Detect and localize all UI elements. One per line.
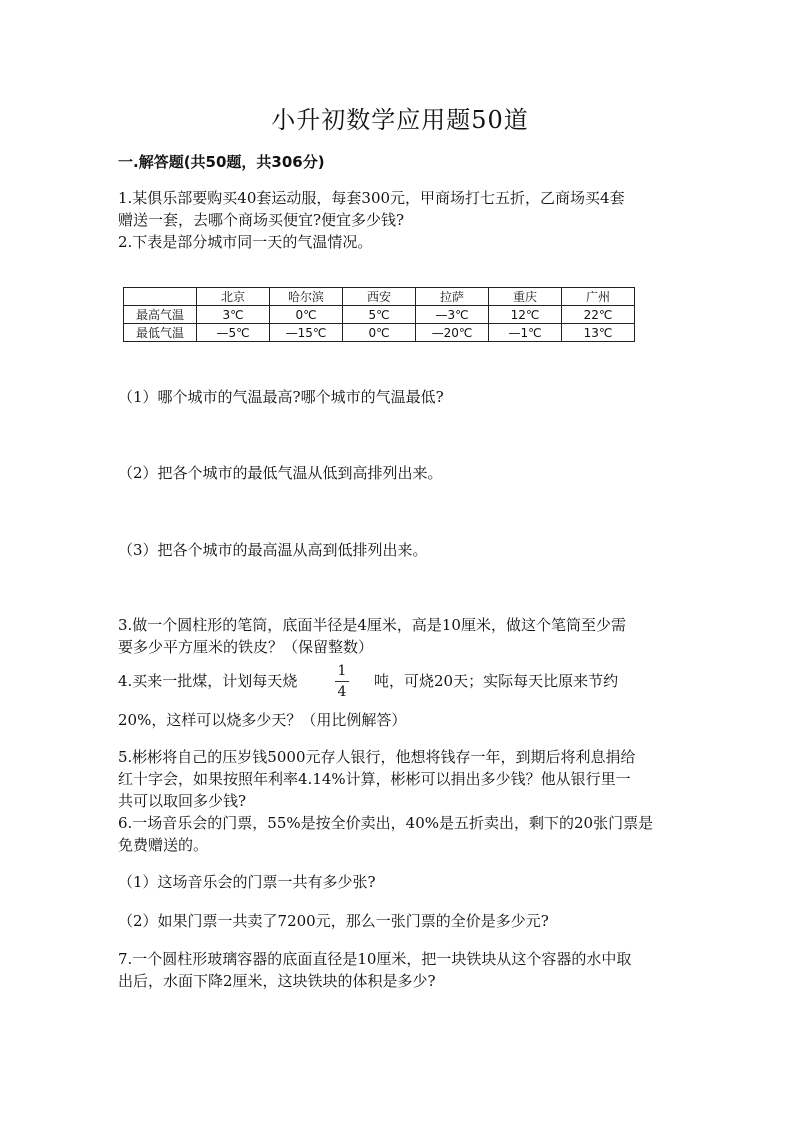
- table-cell: 5℃: [343, 306, 416, 324]
- fraction-bar: [335, 681, 349, 682]
- section-heading: 一.解答题(共50题，共306分): [118, 153, 325, 171]
- question-3-line-2: 要多少平方厘米的铁皮？（保留整数）: [118, 638, 374, 656]
- table-cell: 哈尔滨: [270, 288, 343, 306]
- table-row: [124, 306, 635, 324]
- table-cell: 3℃: [197, 306, 270, 324]
- table-row: [124, 324, 635, 342]
- page-title: 小升初数学应用题50道: [271, 106, 529, 134]
- question-7-line-2: 出后，水面下降2厘米，这块铁块的体积是多少?: [118, 972, 436, 990]
- table-cell: 0℃: [343, 324, 416, 342]
- question-4-line-2: 20%，这样可以烧多少天？（用比例解答）: [118, 711, 407, 729]
- question-6-line-1: 6.一场音乐会的门票，55%是按全价卖出，40%是五折卖出，剩下的20张门票是: [118, 814, 654, 832]
- table-cell: 22℃: [562, 306, 635, 324]
- question-1-line-1: 1.某俱乐部要购买40套运动服，每套300元，甲商场打七五折，乙商场买4套: [118, 189, 625, 207]
- fraction-numerator: 1: [337, 663, 347, 679]
- table-cell: 拉萨: [416, 288, 489, 306]
- table-cell: 重庆: [489, 288, 562, 306]
- question-1-line-2: 赠送一套，去哪个商场买便宜?便宜多少钱?: [118, 211, 405, 229]
- table-cell: —1℃: [489, 324, 562, 342]
- table-cell: 13℃: [562, 324, 635, 342]
- table-header-row: [124, 288, 635, 306]
- table-cell: 北京: [197, 288, 270, 306]
- table-cell: 0℃: [270, 306, 343, 324]
- question-6-sub-2: （2）如果门票一共卖了7200元，那么一张门票的全价是多少元?: [118, 912, 549, 930]
- fraction-denominator: 4: [337, 684, 347, 700]
- question-3-line-1: 3.做一个圆柱形的笔筒，底面半径是4厘米，高是10厘米，做这个笔筒至少需: [118, 616, 626, 634]
- question-7-line-1: 7.一个圆柱形玻璃容器的底面直径是10厘米，把一块铁块从这个容器的水中取: [118, 950, 632, 968]
- table-cell: [124, 288, 197, 306]
- question-4-text-after: 吨，可烧20天；实际每天比原来节约: [374, 672, 619, 690]
- table-cell: 西安: [343, 288, 416, 306]
- table-cell: 最高气温: [124, 306, 197, 324]
- table-cell: 12℃: [489, 306, 562, 324]
- question-6-line-2: 免费赠送的。: [118, 836, 209, 854]
- question-4-text-before: 4.买来一批煤，计划每天烧: [118, 672, 298, 690]
- question-5-line-3: 共可以取回多少钱?: [118, 792, 247, 810]
- table-cell: —20℃: [416, 324, 489, 342]
- table-cell: —5℃: [197, 324, 270, 342]
- fraction: [335, 663, 349, 700]
- table-cell: —3℃: [416, 306, 489, 324]
- question-5-line-2: 红十字会，如果按照年利率4.14%计算，彬彬可以捐出多少钱？他从银行里一: [118, 770, 631, 788]
- table-cell: —15℃: [270, 324, 343, 342]
- question-2-intro: 2.下表是部分城市同一天的气温情况。: [118, 233, 373, 251]
- question-2-sub-3: （3）把各个城市的最高温从高到低排列出来。: [118, 541, 428, 559]
- temperature-table: [123, 287, 635, 342]
- table-cell: 最低气温: [124, 324, 197, 342]
- question-5-line-1: 5.彬彬将自己的压岁钱5000元存人银行，他想将钱存一年，到期后将利息捐给: [118, 748, 636, 766]
- table-cell: 广州: [562, 288, 635, 306]
- question-2-sub-2: （2）把各个城市的最低气温从低到高排列出来。: [118, 464, 443, 482]
- question-6-sub-1: （1）这场音乐会的门票一共有多少张?: [118, 873, 376, 891]
- question-2-sub-1: （1）哪个城市的气温最高?哪个城市的气温最低?: [118, 388, 444, 406]
